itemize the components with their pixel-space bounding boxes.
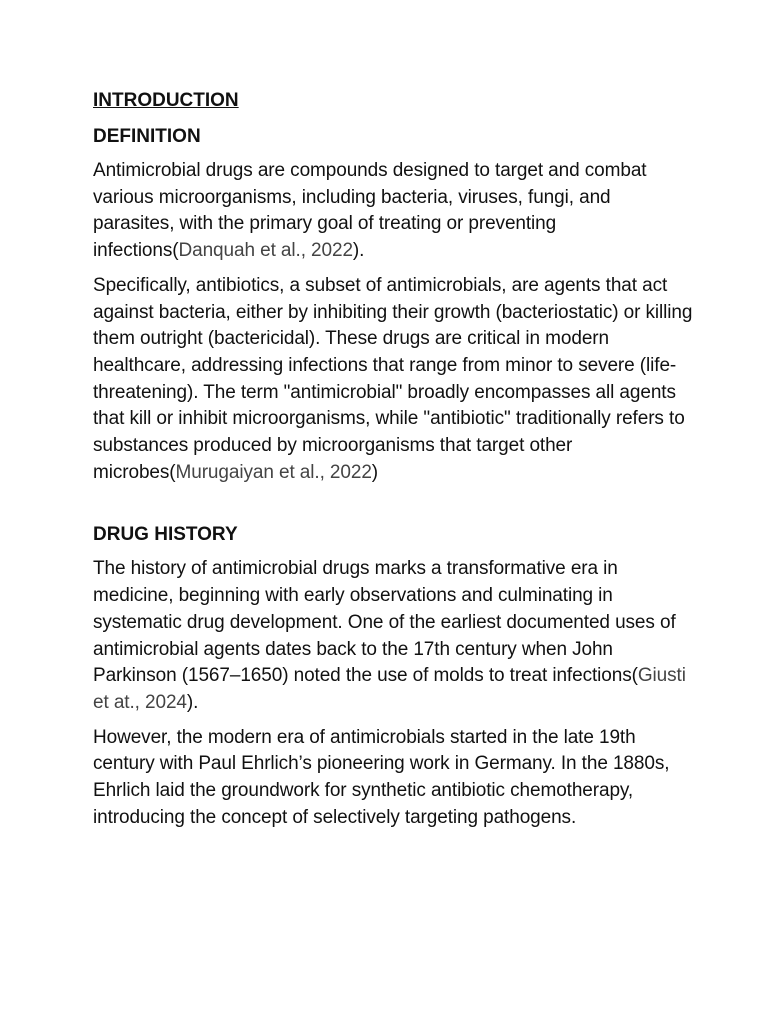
paragraph-tail: ) (371, 461, 379, 483)
introduction-heading: INTRODUCTION (93, 90, 239, 111)
document-page (93, 88, 693, 839)
paragraph-text: Specifically, antibiotics, a subset of antimicrobials, are agents that act against bacteria, either by inhibiting their growth (bacteriostatic) or killing them outright (bactericidal). These drugs are critical in modern healthcare, addressing infections that range from minor to severe (life-threatening). The term "antimicrobial" broadly encompasses all agents that kill or inhibit microorganisms, while "antibiotic" traditionally refers to substances produced by microorganisms that target other microbes( (93, 274, 693, 483)
paragraph-text: Antimicrobial drugs are compounds designed to target and combat various microorganisms, including bacteria, viruses, fungi, and parasites, with the primary goal of treating or preventing infections( (93, 160, 647, 262)
drug-history-heading: DRUG HISTORY (93, 524, 238, 546)
history-paragraph-2 (93, 725, 693, 832)
history-paragraph-1 (93, 556, 693, 716)
citation: Murugaiyan et al., 2022 (175, 461, 372, 483)
paragraph-text: The history of antimicrobial drugs marks a transformative era in medicine, beginning with early observations and culminating in systematic drug development. One of the earliest documented uses of antimicrobial agents dates back to the 17th century when John Parkinson (1567–1650) noted the use of molds to treat infections( (93, 558, 676, 687)
definition-paragraph-2 (93, 273, 693, 487)
paragraph-text: However, the modern era of antimicrobials started in the late 19th century with Paul Ehrlich’s pioneering work in Germany. In the 1880s, Ehrlich laid the groundwork for synthetic antibiotic chemotherapy, introducing the concept of selectively targeting pathogens. (93, 726, 670, 828)
definition-paragraph-1 (93, 158, 693, 265)
paragraph-tail: ). (186, 691, 199, 713)
citation: Danquah et al., 2022 (178, 240, 353, 262)
citation: Giusti et at., 2024 (93, 665, 686, 713)
section-spacer (93, 494, 693, 522)
definition-heading: DEFINITION (93, 126, 201, 147)
paragraph-tail: ). (352, 240, 365, 262)
